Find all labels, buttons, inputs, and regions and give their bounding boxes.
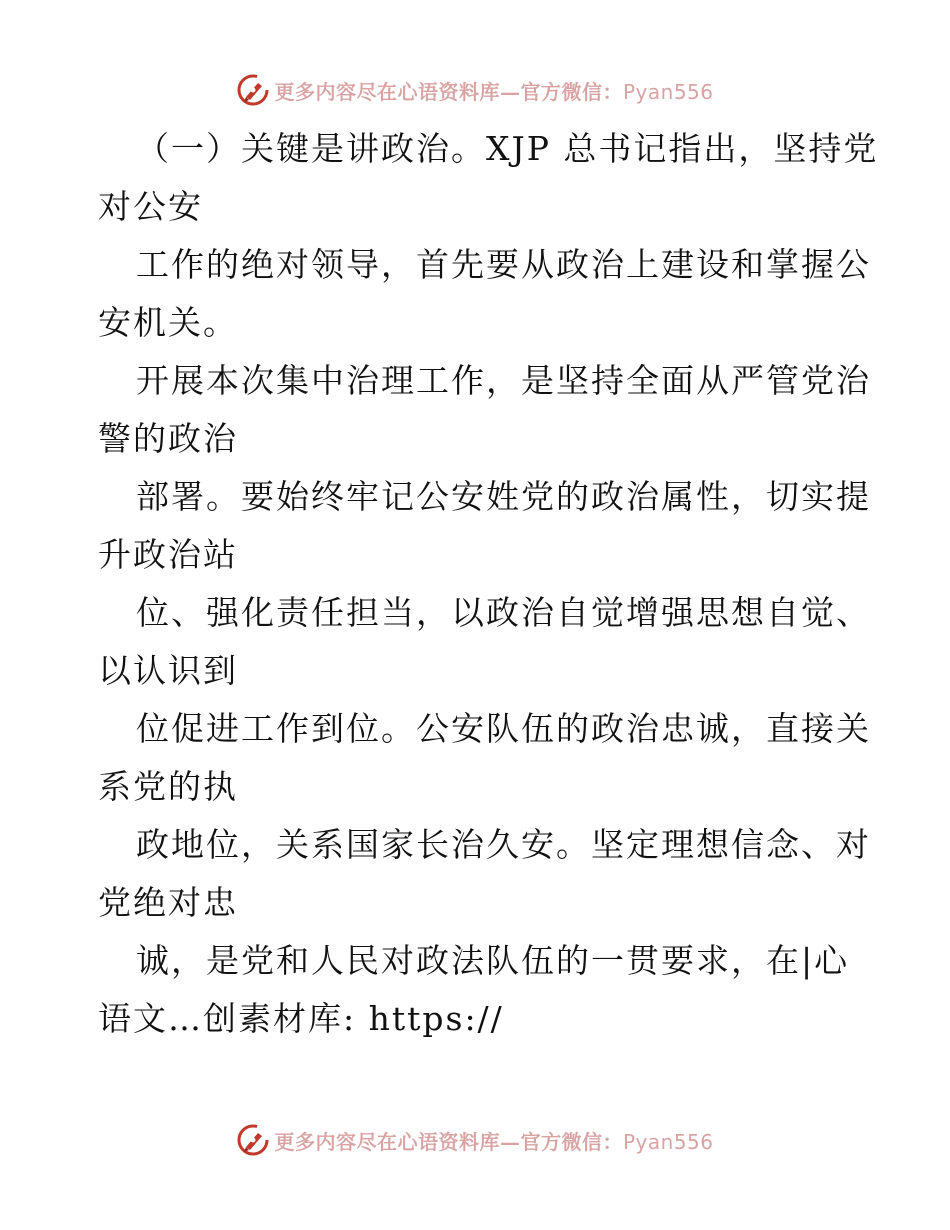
body-line: 安机关。 (98, 303, 238, 342)
document-body (98, 120, 879, 1048)
pen-seal-logo-icon (236, 73, 270, 107)
body-line: 开展本次集中治理工作，是坚持全面从严管党治 (136, 361, 871, 400)
body-line: 位、强化责任担当，以政治自觉增强思想自觉、 (136, 593, 871, 632)
body-line: 警的政治 (98, 419, 238, 458)
body-line: 工作的绝对领导，首先要从政治上建设和掌握公 (136, 245, 871, 284)
body-line: 诚，是党和人民对政法队伍的一贯要求，在|心 (136, 941, 850, 980)
footer-banner (0, 1120, 950, 1160)
header-banner-text: 更多内容尽在心语资料库—官方微信：Pyan556 (274, 79, 714, 104)
body-line: 对公安 (98, 187, 203, 226)
body-line: 政地位，关系国家长治久安。坚定理想信念、对 (136, 825, 871, 864)
wechat-id: Pyan556 (622, 1129, 714, 1154)
body-line: （一）关键是讲政治。XJP 总书记指出，坚持党 (136, 129, 879, 168)
body-line: 系党的执 (98, 767, 238, 806)
body-line: 升政治站 (98, 535, 238, 574)
footer-banner-text: 更多内容尽在心语资料库—官方微信：Pyan556 (274, 1129, 714, 1154)
body-line: 以认识到 (98, 651, 238, 690)
pen-seal-logo-icon (236, 1123, 270, 1157)
wechat-id: Pyan556 (622, 79, 714, 104)
body-line: 部署。要始终牢记公安姓党的政治属性，切实提 (136, 477, 871, 516)
body-line: 党绝对忠 (98, 883, 238, 922)
body-line: 语文…创素材库: https:// (98, 999, 504, 1038)
header-banner (0, 70, 950, 110)
body-line: 位促进工作到位。公安队伍的政治忠诚，直接关 (136, 709, 871, 748)
